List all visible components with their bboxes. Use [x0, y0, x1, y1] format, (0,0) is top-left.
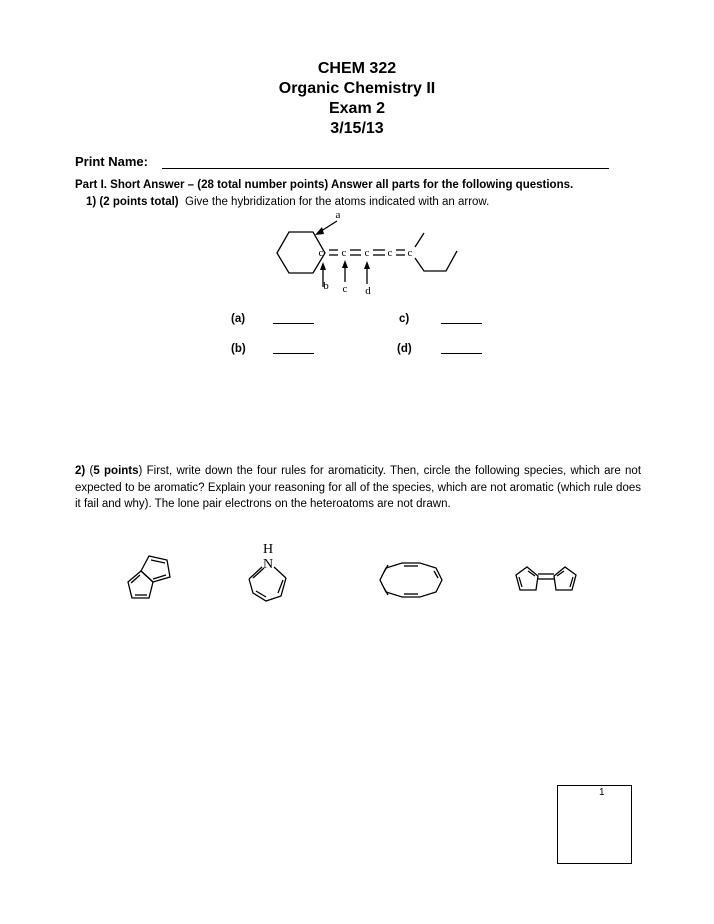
propyl-chain	[415, 251, 457, 271]
print-name-label: Print Name:	[75, 154, 148, 169]
answer-c-label: c)	[399, 313, 410, 325]
azepine-n-label: N	[262, 557, 274, 572]
arrow-label-c: c	[342, 283, 348, 295]
question-1-label: 1) (2 points total)	[86, 196, 179, 208]
question-1-text: Give the hybridization for the atoms indicated with an arrow.	[185, 196, 490, 208]
azepine-h-label: H	[262, 542, 274, 557]
part1-heading: Part I. Short Answer – (28 total number points) Answer all parts for the following questions.	[75, 179, 574, 191]
page-number: 1	[599, 787, 605, 798]
fulvalene-structure	[516, 567, 576, 590]
methyl-branch	[415, 233, 424, 247]
arrowhead-c	[342, 260, 348, 268]
answer-b-label: (b)	[231, 343, 246, 355]
arrowhead-d	[364, 261, 370, 269]
arrow-label-a: a	[335, 209, 341, 221]
pentalene-structure	[128, 556, 170, 598]
question-2-points: 5 points	[93, 465, 139, 477]
arrowhead-a	[315, 227, 324, 235]
answer-d-label: (d)	[397, 343, 412, 355]
azepine-structure	[249, 567, 286, 601]
exam-number: Exam 2	[328, 100, 386, 117]
page-score-box	[557, 785, 632, 864]
atom-label-c3: c	[364, 247, 370, 259]
exam-date: 3/15/13	[330, 120, 384, 137]
question-2-label: 2)	[75, 465, 86, 477]
annulene-structure	[380, 563, 442, 597]
course-code: CHEM 322	[317, 60, 397, 77]
arrow-label-b: b	[323, 280, 329, 292]
answer-a-label: (a)	[231, 313, 246, 325]
course-title: Organic Chemistry II	[278, 80, 436, 97]
atom-label-c5: c	[407, 247, 413, 259]
arrow-label-d: d	[365, 285, 371, 297]
arrowhead-b	[320, 262, 326, 270]
atom-label-c1: c	[318, 247, 324, 259]
atom-label-c4: c	[387, 247, 393, 259]
question-2-open-paren: (	[89, 465, 94, 477]
atom-label-c2: c	[341, 247, 347, 259]
question-2-text: ) First, write down the four rules for aromaticity. Then, circle the following species, which are not expected to be aromatic? Explain your reasoning for all of the species, which are not aromatic (which rule does it fail and why). The lone pair electrons on the heteroatoms are not drawn.	[75, 465, 642, 510]
